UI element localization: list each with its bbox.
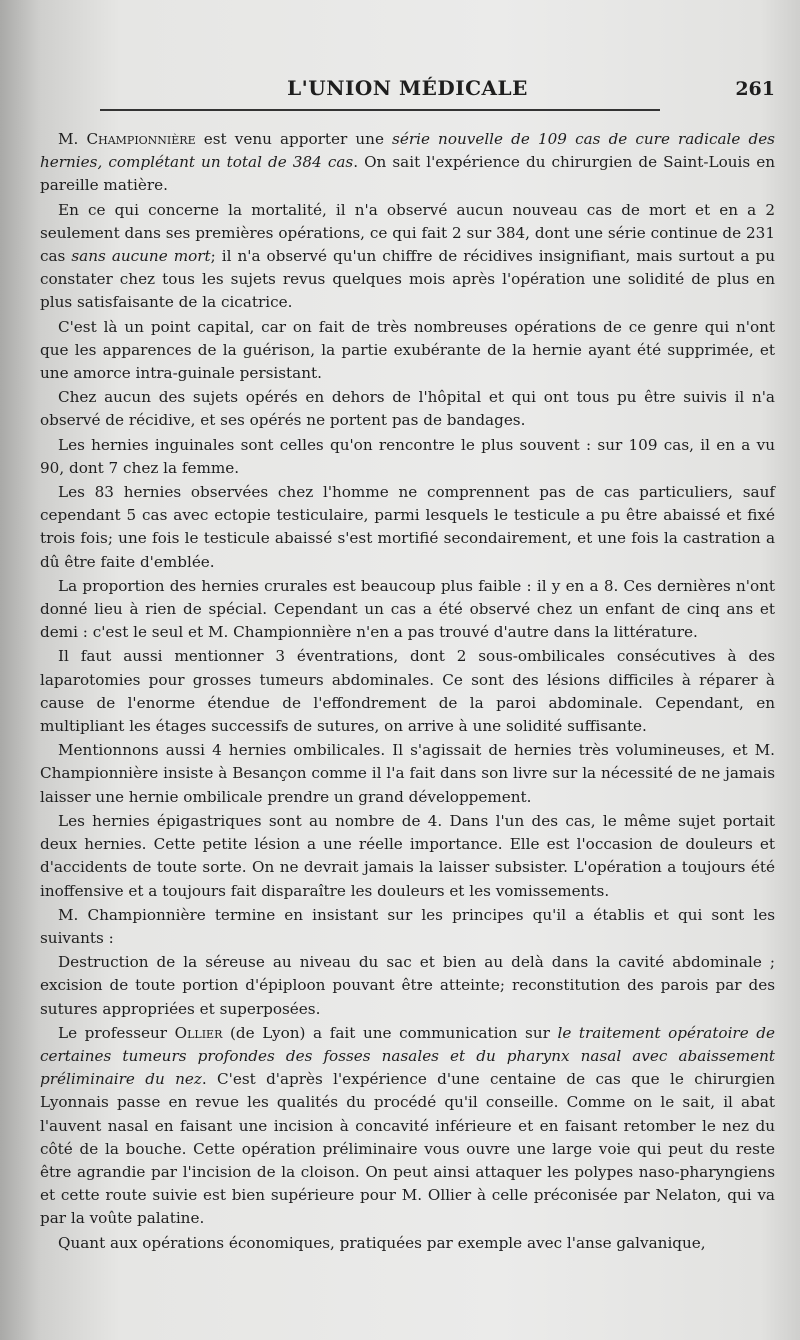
paragraph-7: La proportion des hernies crurales est beaucoup plus faible : il y en a 8. Ces dernières n'ont donné lieu à rien de spécial. Cependant un cas a été observé chez un enfant de cinq ans et demi : c'est le seul et M. Championnière n'en a pas trouvé d'autre dans la littérature.	[40, 576, 775, 642]
paragraph-6: Les 83 hernies observées chez l'homme ne comprennent pas de cas particuliers, sauf cependant 5 cas avec ectopie testiculaire, parmi lesquels le testicule a pu être abaissé et fixé trois fois; une fois le testicule abaissé s'est mortifié secondairement, et une fois la castration a dû être faite d'emblée.	[40, 483, 775, 571]
paragraph-14: Quant aux opérations économiques, pratiquées par exemple avec l'anse galvanique,	[58, 1233, 706, 1252]
page-number: 261	[735, 78, 775, 100]
paragraph-2: En ce qui concerne la mortalité, il n'a observé aucun nouveau cas de mort et en a 2 seulement dans ses premières opérations, ce qui fait 2 sur 384, dont une série continue de 231 cas sans aucune mort; il n'a observé qu'un chiffre de récidives insignifiant, mais surtout a pu constater chez tous les sujets revus quelques mois après l'opération une solidité de plus en plus satisfaisante de la cicatrice.	[40, 200, 775, 312]
paragraph-13: Le professeur Ollier (de Lyon) a fait une communication sur le traitement opératoire de certaines tumeurs profondes des fosses nasales et du pharynx nasal avec abaissement préliminaire du nez. C'est d'après l'expérience d'une centaine de cas que le chirurgien Lyonnais passe en revue les qualités du procédé qu'il conseille. Comme on le sait, il abat l'auvent nasal en faisant une incision à concavité inférieure et en faisant retomber le nez du côté de la bouche. Cette opération préliminaire vous ouvre une large voie qui peut du reste être agrandie par l'incision de la cloison. On peut ainsi attaquer les polypes naso-pharyngiens et cette route suivie est bien supérieure pour M. Ollier à celle préconisée par Nelaton, qui va par la voûte palatine.	[40, 1023, 775, 1228]
article-body	[40, 128, 775, 1256]
paragraph-3: C'est là un point capital, car on fait de très nombreuses opérations de ce genre qui n'ont que les apparences de la guérison, la partie exubérante de la hernie ayant été supprimée, et une amorce intra-guinale persistant.	[40, 317, 775, 383]
paragraph-1: M. Championnière est venu apporter une série nouvelle de 109 cas de cure radicale des hernies, complétant un total de 384 cas. On sait l'expérience du chirurgien de Saint-Louis en pareille matière.	[40, 130, 775, 195]
page-header	[40, 76, 775, 108]
paragraph-12: Destruction de la séreuse au niveau du sac et bien au delà dans la cavité abdominale ; excision de toute portion d'épiploon pouvant être atteinte; reconstitution des parois par des sutures appropriées et superposées.	[40, 953, 775, 1018]
paragraph-4: Chez aucun des sujets opérés en dehors de l'hôpital et qui ont tous pu être suivis il n'a observé de récidive, et ses opérés ne portent pas de bandages.	[40, 388, 775, 430]
running-title: L'UNION MÉDICALE	[287, 76, 528, 100]
paragraph-9: Mentionnons aussi 4 hernies ombilicales. Il s'agissait de hernies très volumineuses, et M. Championnière insiste à Besançon comme il l'a fait dans son livre sur la nécessité de ne jamais laisser une hernie ombilicale prendre un grand développement.	[40, 741, 775, 806]
paragraph-10: Les hernies épigastriques sont au nombre de 4. Dans l'un des cas, le même sujet portait deux hernies. Cette petite lésion a une réelle importance. Elle est l'occasion de douleurs et d'accidents de toute sorte. On ne devrait jamais la laisser subsister. L'opération a toujours été inoffensive et a toujours fait disparaître les douleurs et les vomissements.	[40, 811, 775, 900]
header-rule	[100, 109, 660, 111]
paragraph-5: Les hernies inguinales sont celles qu'on rencontre le plus souvent : sur 109 cas, il en a vu 90, dont 7 chez la femme.	[40, 435, 775, 477]
paragraph-8: Il faut aussi mentionner 3 éventrations, dont 2 sous-ombilicales consécutives à des laparotomies pour grosses tumeurs abdominales. Ce sont des lésions difficiles à réparer à cause de l'enorme étendue de l'effondrement de la paroi abdominale. Cependant, en multipliant les étages successifs de sutures, on arrive à une solidité suffisante.	[40, 647, 775, 736]
author-name: Ollier	[174, 1023, 223, 1042]
author-name: M. Championnière	[58, 130, 196, 148]
paragraph-11: M. Championnière termine en insistant sur les principes qu'il a établis et qui sont les suivants :	[40, 905, 775, 947]
